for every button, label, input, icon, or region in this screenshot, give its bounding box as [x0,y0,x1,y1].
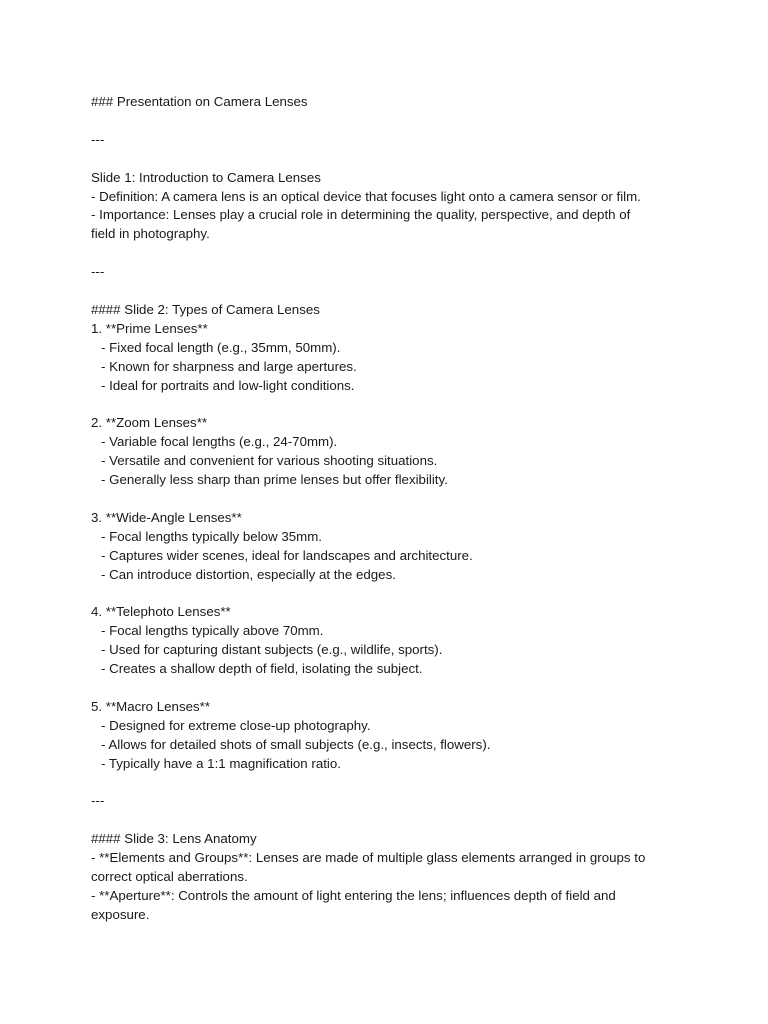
blank-line [91,774,681,793]
document-body [91,93,681,925]
lens-type-point: - Captures wider scenes, ideal for landscapes and architecture. [101,547,473,563]
slide3-elements: - **Elements and Groups**: Lenses are made of multiple glass elements arranged in groups to [91,850,646,866]
lens-type-point: - Generally less sharp than prime lenses but offer flexibility. [101,472,448,488]
lens-type-title: 5. **Macro Lenses** [91,698,210,714]
separator: --- [91,264,105,280]
lens-type-title: 1. **Prime Lenses** [91,320,208,336]
blank-line [91,112,681,131]
separator: --- [91,131,105,147]
slide3-elements-cont: correct optical aberrations. [91,869,248,884]
blank-line [91,811,681,830]
document-title: ### Presentation on Camera Lenses [91,94,308,109]
blank-line [91,150,681,169]
lens-type-point: - Focal lengths typically above 70mm. [101,623,324,639]
lens-type-point: - Designed for extreme close-up photography. [101,717,371,733]
lens-type-point: - Can introduce distortion, especially at the edges. [101,566,396,582]
slide1-definition: - Definition: A camera lens is an optical device that focuses light onto a camera sensor or film. [91,188,641,204]
slide1-importance: - Importance: Lenses play a crucial role in determining the quality, perspective, and depth of [91,207,631,223]
slide3-aperture: - **Aperture**: Controls the amount of light entering the lens; influences depth of field and [91,887,616,903]
slide1-importance-cont: field in photography. [91,226,210,242]
blank-line [91,395,681,414]
lens-type-point: - Allows for detailed shots of small subjects (e.g., insects, flowers). [101,736,491,752]
lens-type-point: - Fixed focal length (e.g., 35mm, 50mm). [101,339,341,355]
lens-type-title: 4. **Telephoto Lenses** [91,604,231,620]
lens-type-point: - Focal lengths typically below 35mm. [101,528,322,544]
lens-type-point: - Versatile and convenient for various shooting situations. [101,453,438,469]
slide3-heading: #### Slide 3: Lens Anatomy [91,831,257,847]
lens-type-point: - Variable focal lengths (e.g., 24-70mm). [101,434,338,450]
blank-line [91,584,681,603]
lens-type-point: - Ideal for portraits and low-light conditions. [101,377,355,393]
slide2-heading: #### Slide 2: Types of Camera Lenses [91,301,320,317]
lens-type-point: - Typically have a 1:1 magnification ratio. [101,755,341,771]
lens-type-point: - Known for sharpness and large apertures. [101,358,357,374]
lens-type-title: 3. **Wide-Angle Lenses** [91,509,242,525]
lens-type-point: - Creates a shallow depth of field, isolating the subject. [101,661,423,677]
slide3-aperture-cont: exposure. [91,906,150,922]
lens-type-point: - Used for capturing distant subjects (e.g., wildlife, sports). [101,642,443,658]
slide1-heading: Slide 1: Introduction to Camera Lenses [91,169,321,185]
blank-line [91,244,681,263]
blank-line [91,490,681,509]
blank-line [91,679,681,698]
blank-line [91,282,681,301]
lens-type-title: 2. **Zoom Lenses** [91,415,208,431]
separator: --- [91,793,105,809]
